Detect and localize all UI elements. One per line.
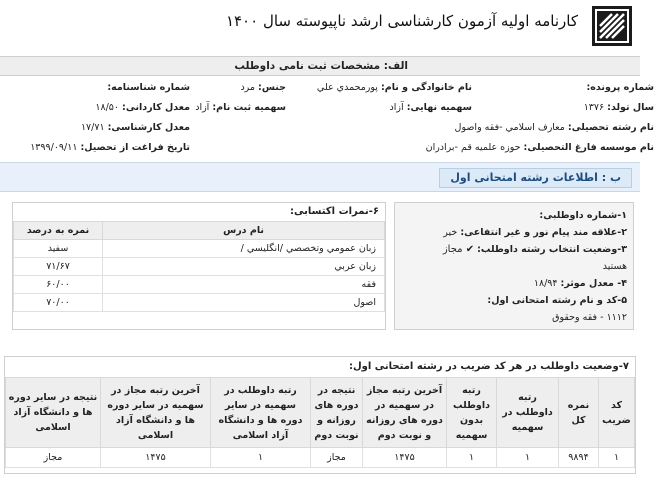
coefficient-status-table (5, 377, 635, 468)
course-score: ۷۰/۰۰ (14, 294, 103, 312)
table-row (6, 448, 635, 468)
result-other: مجاز (6, 448, 101, 468)
table-row (14, 240, 385, 258)
section-b-bar (0, 162, 640, 192)
course-name: فقه (103, 276, 385, 294)
info-column-2 (292, 78, 472, 160)
rank-in-quota: ۱ (497, 448, 559, 468)
rank-without-quota: ۱ (447, 448, 497, 468)
section-b-title: ب : اطلاعات رشته امتحانی اول (439, 168, 632, 188)
exam-field-info-panel (394, 202, 634, 330)
info-row: شماره پرونده: (586, 82, 654, 93)
exam-field-code-value: ۱۱۱۲ - فقه وحقوق (552, 312, 627, 323)
payam-noor-interest-row: ۲-علاقه مند پیام نور و غیر انتفاعی: خیر (443, 227, 627, 238)
info-row: نام موسسه فارغ التحصیلی: حوزه علميه قم -برادران (425, 142, 654, 153)
course-name: زبان عمومي وتخصصي /انگليسي / (103, 240, 385, 258)
field-selection-status-row: ۳-وضعیت انتخاب رشته داوطلب: ✔ مجاز (442, 244, 627, 255)
course-name-header: نام درس (103, 222, 385, 240)
field-selection-status-cont: هستید (602, 261, 627, 272)
coefficient-status-title: ۷-وضعیت داوطلب در هر کد ضریب در رشته امتحانی اول: (349, 361, 629, 372)
table-row (14, 276, 385, 294)
rank-other: ۱ (211, 448, 311, 468)
info-row: نام رشته تحصیلی: معارف اسلامي -فقه واصول (454, 122, 654, 133)
coefficient-code: ۱ (599, 448, 635, 468)
info-row: نام خانوادگی و نام: پورمحمدي علي (316, 82, 472, 93)
total-score: ۹۸۹۴ (559, 448, 599, 468)
info-row: معدل کاردانی: ۱۸/۵۰ (95, 102, 190, 113)
table-row (14, 258, 385, 276)
course-score: ۷۱/۶۷ (14, 258, 103, 276)
table-row (14, 294, 385, 312)
course-name: اصول (103, 294, 385, 312)
course-score: ۶۰/۰۰ (14, 276, 103, 294)
info-row: سال تولد: ۱۳۷۶ (583, 102, 654, 113)
last-allowed-rank-other-header: آخرین رتبه مجاز در سهمیه در سایر دوره ها و دانشگاه آزاد اسلامی (101, 378, 211, 448)
university-logo-icon (592, 6, 632, 46)
info-row: معدل کارشناسی: ۱۷/۷۱ (80, 122, 190, 133)
last-allowed-rank-day: ۱۴۷۵ (363, 448, 447, 468)
section-a-title: الف: مشخصات ثبت نامی داوطلب (0, 56, 640, 76)
rank-other-header: رتبه داوطلب در سهمیه در سایر دوره ها و دانشگاه آزاد اسلامی (211, 378, 311, 448)
last-allowed-rank-day-header: آخرین رتبه مجاز در سهمیه در دوره های روزانه و نوبت دوم (363, 378, 447, 448)
scores-table (13, 221, 385, 312)
result-other-header: نتیجه در سایر دوره ها و دانشگاه آزاد اسلامی (6, 378, 101, 448)
course-score: سفید (14, 240, 103, 258)
result-day-header: نتیجه در دوره های روزانه و نوبت دوم (311, 378, 363, 448)
last-allowed-rank-other: ۱۴۷۵ (101, 448, 211, 468)
exam-field-code-row: ۵-کد و نام رشته امتحانی اول: (487, 295, 627, 306)
page-header (0, 0, 640, 50)
acquired-scores-panel (12, 202, 386, 330)
page-title: کارنامه اولیه آزمون کارشناسی ارشد ناپیوسته سال ۱۴۰۰ (225, 12, 578, 30)
info-row: سهمیه ثبت نام: آزاد (195, 102, 286, 113)
info-row: سهمیه نهایی: آزاد (389, 102, 472, 113)
status-header-row (6, 378, 635, 448)
course-name: زبان عربي (103, 258, 385, 276)
candidate-number-row: ۱-شماره داوطلبی: (539, 210, 627, 221)
check-icon: ✔ مجاز (442, 244, 475, 255)
rank-without-quota-header: رتبه داوطلب بدون سهمیه (447, 378, 497, 448)
rank-in-quota-header: رتبه داوطلب در سهمیه (497, 378, 559, 448)
info-row: شماره شناسنامه: (107, 82, 190, 93)
info-row: جنس: مرد (240, 82, 286, 93)
total-score-header: نمره کل (559, 378, 599, 448)
coefficient-status-panel (4, 356, 636, 474)
effective-gpa-row: ۴- معدل موثر: ۱۸/۹۴ (533, 278, 627, 289)
scores-header-row (14, 222, 385, 240)
result-day: مجاز (311, 448, 363, 468)
info-column-4 (0, 78, 190, 160)
registration-info (0, 78, 654, 160)
coefficient-code-header: کد ضریب (599, 378, 635, 448)
info-column-3 (194, 78, 286, 160)
score-percent-header: نمره به درصد (14, 222, 103, 240)
info-row: تاریخ فراغت از تحصیل: ۱۳۹۹/۰۹/۱۱ (30, 142, 190, 153)
acquired-scores-title: ۶-نمرات اکتسابی: (289, 206, 379, 217)
